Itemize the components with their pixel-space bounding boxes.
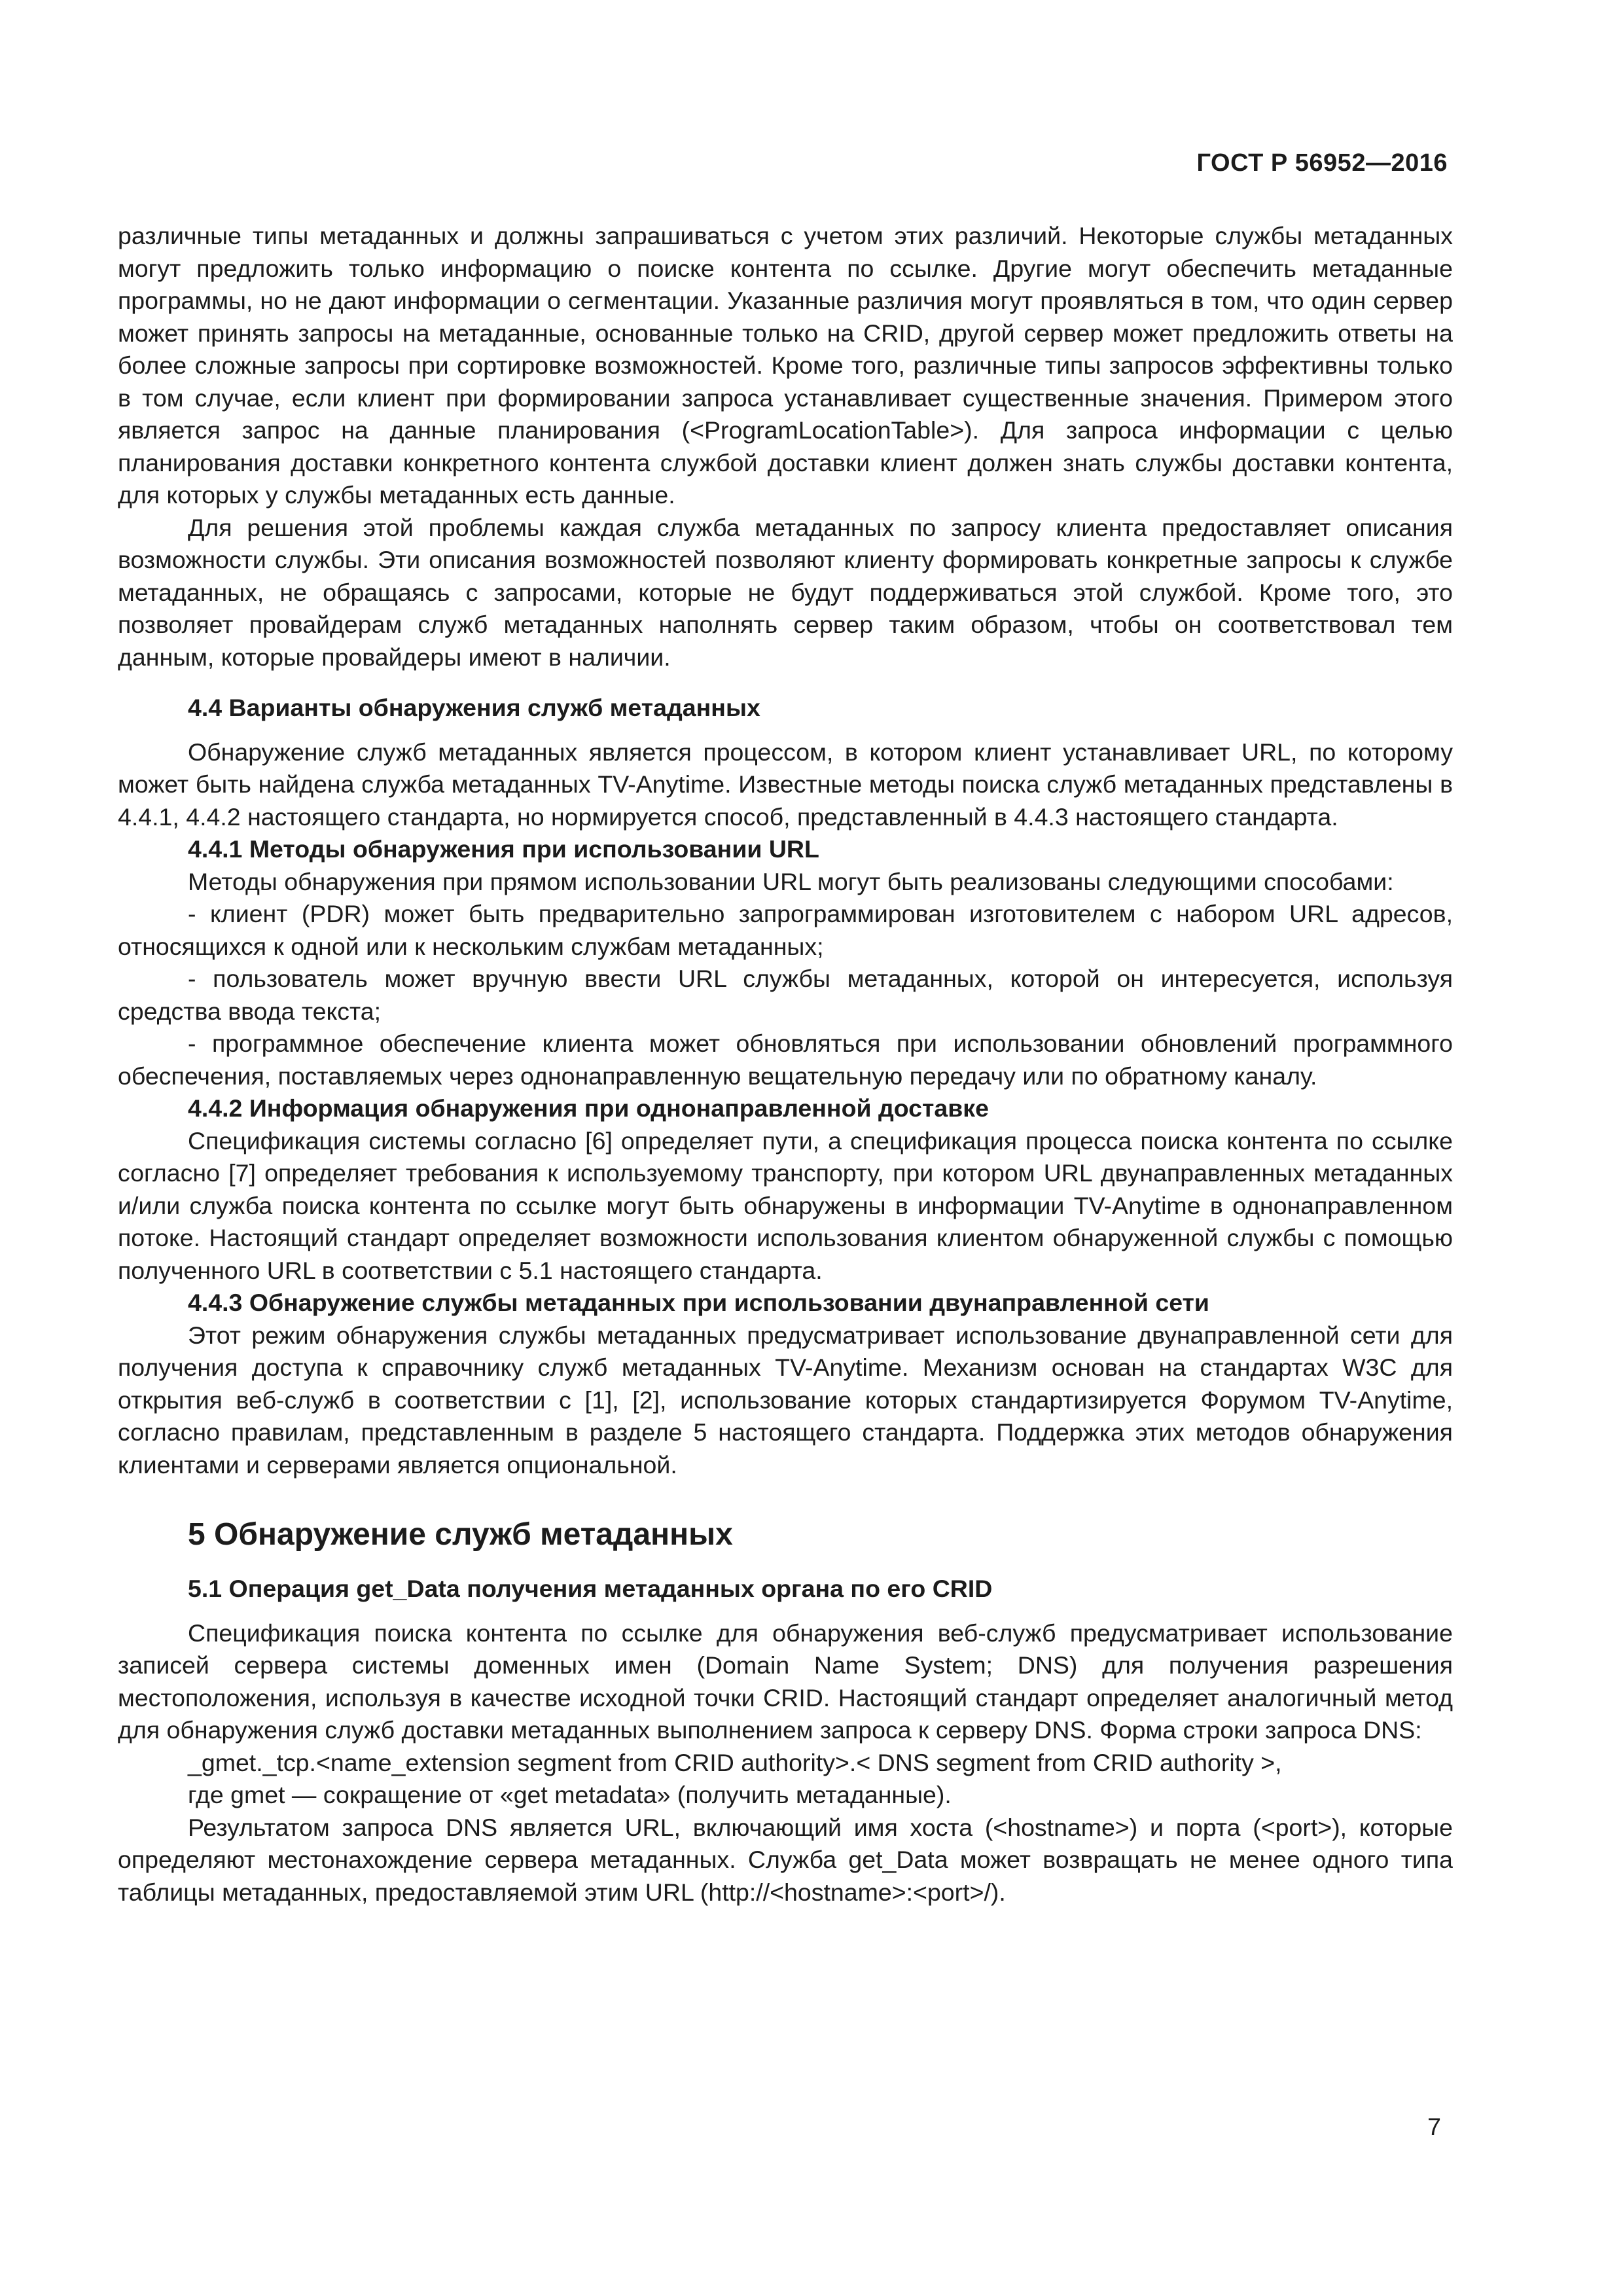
list-item: - пользователь может вручную ввести URL службы метаданных, которой он интересуется, используя средства ввода текста; [118, 965, 1453, 1025]
paragraph: различные типы метаданных и должны запрашиваться с учетом этих различий. Некоторые службы метаданных могут предложить только информацию о поиске контента по ссылке. Другие могут обеспечить метаданные программы, но не дают информации о сегментации. Указанные различия могут проявляться в том, что один сервер может принять запросы на метаданные, основанные только на CRID, другой сервер может предложить ответы на более сложные запросы при сортировке возможностей. Кроме того, различные типы запросов эффективны только в том случае, если клиент при формировании запроса устанавливает существенные значения. Примером этого является запрос на данные планирования (<ProgramLocationTable>). Для запроса информации с целью планирования доставки конкретного контента службой доставки клиент должен знать службы доставки контента, для которых у службы метаданных есть данные. [118, 222, 1453, 509]
paragraph: Спецификация поиска контента по ссылке для обнаружения веб-служб предусматривает использование записей сервера системы доменных имен (Domain Name System; DNS) для получения разрешения местоположения, используя в качестве исходной точки CRID. Настоящий стандарт определяет аналогичный метод для обнаружения служб доставки метаданных выполнением запроса к серверу DNS. Форма строки запроса DNS: [118, 1619, 1453, 1744]
dns-query-format: _gmet._tcp.<name_extension segment from CRID authority>.< DNS segment from CRID authority >, [188, 1748, 1282, 1776]
paragraph: Обнаружение служб метаданных является процессом, в котором клиент устанавливает URL, по которому может быть найдена служба метаданных TV-Anytime. Известные методы поиска служб метаданных представлены в 4.4.1, 4.4.2 настоящего стандарта, но нормируется способ, представленный в 4.4.3 настоящего стандарта. [118, 738, 1453, 831]
paragraph: Результатом запроса DNS является URL, включающий имя хоста (<hostname>) и порта (<port>), которые определяют местонахождение сервера метаданных. Служба get_Data может возвращать не менее одного типа таблицы метаданных, предоставляемой этим URL (http://<hostname>:<port>/). [118, 1813, 1453, 1906]
section-heading-5-1: 5.1 Операция get_Data получения метаданных органа по его CRID [188, 1575, 993, 1602]
list-item: - клиент (PDR) может быть предварительно запрограммирован изготовителем с набором URL адресов, относящихся к одной или к нескольким службам метаданных; [118, 900, 1453, 960]
paragraph: Для решения этой проблемы каждая служба метаданных по запросу клиента предоставляет описания возможности службы. Эти описания возможностей позволяют клиенту формировать конкретные запросы к службе метаданных, не обращаясь с запросами, которые не будут поддерживаться этой службой. Кроме того, это позволяет провайдерам служб метаданных наполнять сервер таким образом, чтобы он соответствовал тем данным, которые провайдеры имеют в наличии. [118, 513, 1453, 671]
section-heading-5: 5 Обнаружение служб метаданных [188, 1517, 733, 1552]
paragraph: Спецификация системы согласно [6] определяет пути, а спецификация процесса поиска контента по ссылке согласно [7] определяет требования к используемому транспорту, при котором URL двунаправленных метаданных и/или служба поиска контента по ссылке могут быть обнаружены в информации TV-Anytime в однонаправленном потоке. Настоящий стандарт определяет возможности использования клиентом обнаруженной службы с помощью полученного URL в соответствии с 5.1 настоящего стандарта. [118, 1126, 1453, 1284]
section-heading-4-4-3: 4.4.3 Обнаружение службы метаданных при использовании двунаправленной сети [188, 1289, 1209, 1316]
paragraph: Этот режим обнаружения службы метаданных предусматривает использование двунаправленной сети для получения доступа к справочнику служб метаданных TV-Anytime. Механизм основан на стандартах W3C для открытия веб-служб в соответствии с [1], [2], использование которых стандартизируется Форумом TV-Anytime, согласно правилам, представленным в разделе 5 настоящего стандарта. Поддержка этих методов обнаружения клиентами и серверами является опциональной. [118, 1321, 1453, 1479]
list-item: - программное обеспечение клиента может обновляться при использовании обновлений программного обеспечения, поставляемых через однонаправленную вещательную передачу или по обратному каналу. [118, 1030, 1453, 1090]
section-heading-4-4: 4.4 Варианты обнаружения служб метаданных [188, 694, 760, 721]
section-heading-4-4-1: 4.4.1 Методы обнаружения при использовании URL [188, 835, 819, 863]
section-heading-4-4-2: 4.4.2 Информация обнаружения при однонаправленной доставке [188, 1094, 989, 1122]
paragraph: Методы обнаружения при прямом использовании URL могут быть реализованы следующими способами: [188, 867, 1394, 895]
standard-designation: ГОСТ Р 56952—2016 [1196, 149, 1448, 177]
document-body [118, 220, 1453, 1909]
page-number: 7 [1427, 2113, 1441, 2140]
paragraph: где gmet — сокращение от «get metadata» (получить метаданные). [188, 1781, 952, 1808]
